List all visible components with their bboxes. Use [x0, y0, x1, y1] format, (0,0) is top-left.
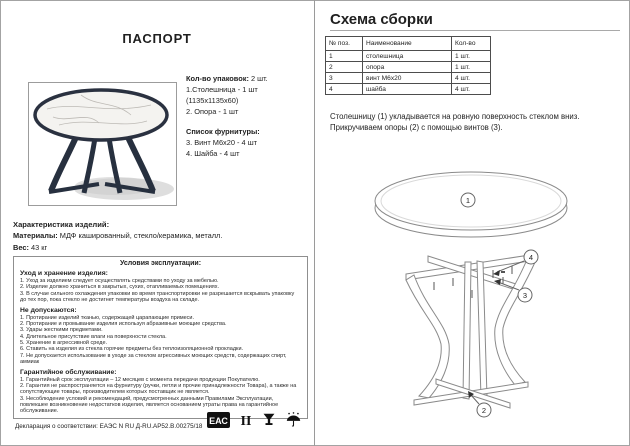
table-cell: 3 — [326, 73, 363, 84]
package-info — [186, 73, 308, 117]
not-allowed-items — [20, 315, 301, 366]
keep-dry-umbrella-icon — [285, 412, 302, 428]
product-photo-art — [29, 83, 176, 205]
callout-tabletop — [461, 193, 475, 207]
svg-text:3: 3 — [522, 291, 528, 300]
weight-label: Вес: — [13, 242, 29, 252]
table-cell: опора — [363, 62, 452, 73]
usage-conditions-box — [13, 256, 308, 419]
table-cell: 4 шт. — [452, 73, 491, 84]
characteristics-title: Характеристика изделий: — [13, 220, 110, 229]
care-item: 1. Уход за изделием следует осуществлять средствами по уходу за мебелью. — [20, 278, 219, 284]
table-cell: 2 — [326, 62, 363, 73]
package-count-value: 2 шт. — [251, 74, 268, 83]
not-allowed-item: 6. Ставить на изделия из стекла горячие предметы без теплоизоляционной прокладки. — [20, 346, 244, 353]
table-cell: 4 шт. — [452, 84, 491, 95]
hardware-item: 3. Винт М6х20 - 4 шт — [186, 138, 258, 148]
table-cell: 4 — [326, 84, 363, 95]
not-allowed-item: 1. Протирание изделий тканью, содержащей царапающие примеси. — [20, 314, 195, 321]
header-name: Наименование — [363, 37, 452, 51]
package-item: 2. Опора - 1 шт — [186, 107, 239, 117]
table-row — [326, 73, 491, 84]
conditions-title: Условия эксплуатации: — [119, 260, 202, 267]
materials-value: МДФ кашированный, стекло/керамика, металл. — [59, 231, 223, 241]
fragile-glass-icon — [262, 412, 276, 428]
package-item: 1.Столешница - 1 шт — [186, 85, 258, 95]
package-items — [186, 84, 308, 117]
parts-table-header-row — [326, 37, 491, 51]
weight-line — [13, 242, 305, 253]
hardware-title: Список фурнитуры: — [186, 127, 260, 136]
not-allowed-item: 3. Удары жесткими предметами. — [20, 327, 103, 334]
diagram-base — [406, 254, 536, 408]
not-allowed-item: 4. Длительное присутствие влаги на поверхности стекла. — [20, 333, 167, 340]
declaration-label: Декларация о соответствии: — [15, 423, 98, 430]
table-cell: 1 шт. — [452, 51, 491, 62]
svg-text:II: II — [240, 414, 252, 428]
svg-text:1: 1 — [465, 196, 471, 205]
table-cell: столешница — [363, 51, 452, 62]
care-item: 3. В случае сильного охлаждения упаковки во время транспортировки не разрешается вскрывать упаковку до тех пор, пока стекло не достигнет температуры воздуха на складе. — [20, 290, 295, 304]
materials-label: Материалы: — [13, 231, 58, 241]
not-allowed-item: 5. Хранение в агрессивной среде. — [20, 340, 108, 346]
warranty-item: 1. Гарантийный срок эксплуатации – 12 месяцев с момента передачи продукции Покупателю. — [20, 376, 260, 383]
care-items — [20, 278, 301, 304]
table-cell: 1 — [326, 51, 363, 62]
svg-text:ЕАС: ЕАС — [209, 416, 228, 426]
instruction-line: Столешницу (1) укладывается на ровную поверхность стеклом вниз. — [330, 112, 580, 121]
product-photo — [28, 82, 177, 206]
declaration-line — [15, 423, 202, 430]
header-qty: Кол-во — [452, 37, 491, 51]
hardware-items — [186, 137, 308, 159]
not-allowed-item: 7. Не допускается использование в уходе за стеклом агрессивных моющих средств, содержащих спирт, аммиак — [20, 352, 287, 366]
table-row — [326, 51, 491, 62]
care-item: 2. Изделие должно храниться в закрытых, сухих, отапливаемых помещениях. — [20, 284, 220, 291]
warranty-items — [20, 377, 301, 415]
characteristics — [13, 219, 305, 253]
warranty-item: 2. Гарантия не распространяется на фурнитуру (ручки, петли и прочие принадлежности Товара), а также на сопутствующие товары, производителем которых поставщик не является. — [20, 382, 297, 396]
svg-text:2: 2 — [481, 406, 487, 415]
care-title: Уход и хранение изделия: — [20, 270, 108, 277]
passport-title: ПАСПОРТ — [122, 31, 192, 46]
table-cell: 1 шт. — [452, 62, 491, 73]
table-row — [326, 84, 491, 95]
parts-table — [325, 36, 491, 95]
weight-value: 43 кг — [30, 242, 48, 252]
materials-line — [13, 230, 305, 241]
declaration-value: ЕАЭС N RU Д-RU.АР52.В.00275/18 — [99, 423, 203, 430]
photo-tabletop — [35, 90, 167, 140]
not-allowed-item: 2. Протирание и промывание изделия используя абразивные моющие средства. — [20, 320, 227, 327]
warranty-title: Гарантийное обслуживание: — [20, 368, 117, 376]
instruction-line: Прикручиваем опоры (2) с помощью винтов (3). — [330, 123, 503, 133]
eac-mark-icon — [207, 412, 230, 428]
warranty-item: 3. Несоблюдение условий и рекомендаций, предусмотренных данными Правилами Эксплуатации, повлекшее возникновение недостатков изделия, является основанием утраты права на гарантийное обслуживание. — [20, 395, 279, 415]
hardware-item: 4. Шайба - 4 шт — [186, 149, 240, 159]
assembly-diagram — [322, 158, 628, 443]
package-count-label: Кол-во упаковок: — [186, 74, 249, 83]
table-row — [326, 62, 491, 73]
hardware-list — [186, 126, 308, 159]
header-pos: № поз. — [326, 37, 363, 51]
not-allowed-title: Не допускаются: — [20, 306, 77, 314]
page-divider — [314, 0, 315, 446]
package-count-line — [186, 73, 308, 84]
table-cell: винт М6х20 — [363, 73, 452, 84]
package-item: (1135х1135х60) — [186, 96, 239, 106]
roman-two-icon — [239, 412, 253, 428]
assembly-title: Схема сборки — [330, 11, 433, 28]
parts-table-body — [326, 51, 491, 95]
table-cell: шайба — [363, 84, 452, 95]
assembly-instructions — [330, 111, 614, 134]
svg-text:4: 4 — [528, 253, 534, 262]
title-rule — [330, 30, 620, 31]
certification-marks — [207, 412, 302, 428]
